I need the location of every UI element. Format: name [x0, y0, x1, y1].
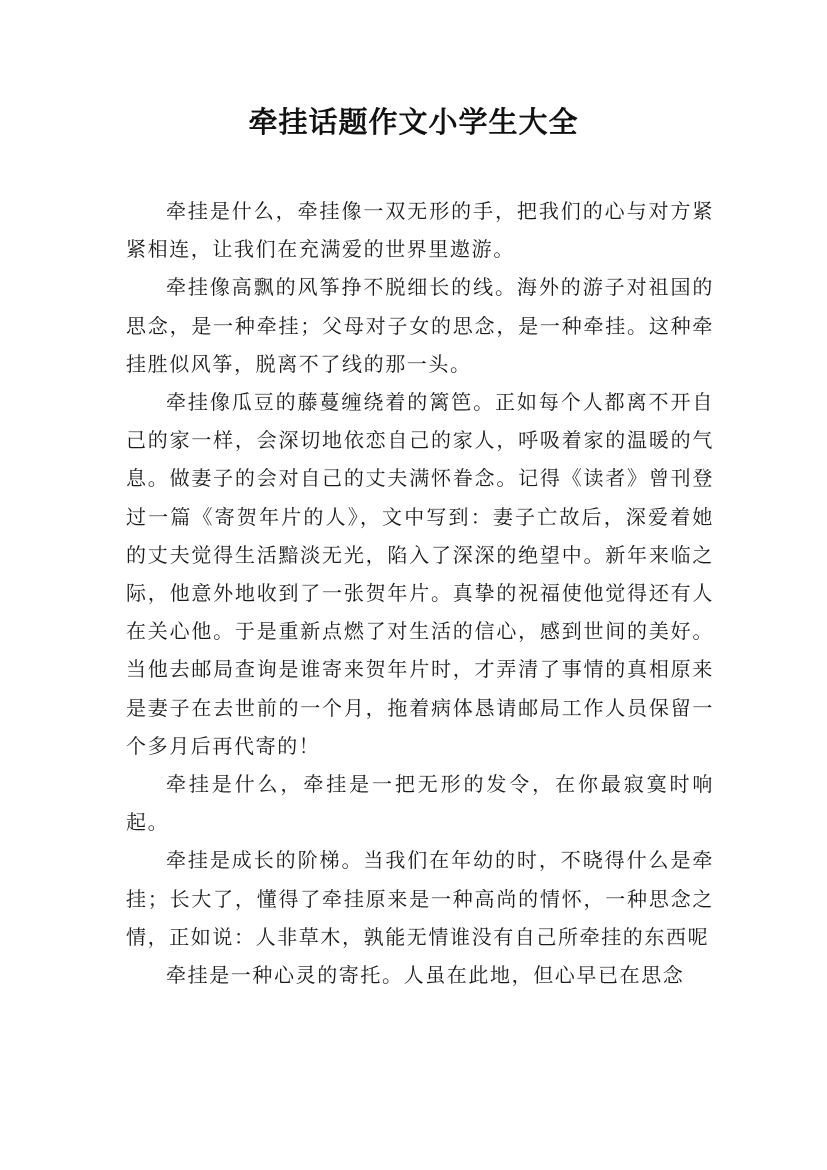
document-title: 牵挂话题作文小学生大全 [248, 105, 579, 139]
paragraph: 牵挂是什么，牵挂像一双无形的手，把我们的心与对方紧紧相连，让我们在充满爱的世界里遨游。 [126, 199, 714, 262]
paragraph: 牵挂像瓜豆的藤蔓缠绕着的篱笆。正如每个人都离不开自己的家一样，会深切地依恋自己的家人，呼吸着家的温暖的气息。做妻子的会对自己的丈夫满怀眷念。记得《读者》曾刊登过一篇《寄贺年片的人》，文中写到：妻子亡故后，深爱着她的丈夫觉得生活黯淡无光，陷入了深深的绝望中。新年来临之际，他意外地收到了一张贺年片。真挚的祝福使他觉得还有人在关心他。于是重新点燃了对生活的信心，感到世间的美好。当他去邮局查询是谁寄来贺年片时，才弄清了事情的真相原来是妻子在去世前的一个月，拖着病体恳请邮局工作人员保留一个多月后再代寄的！ [126, 390, 714, 758]
document-body [126, 192, 714, 994]
paragraph: 牵挂是什么，牵挂是一把无形的发令，在你最寂寞时响起。 [126, 772, 714, 835]
paragraph: 牵挂像高飘的风筝挣不脱细长的线。海外的游子对祖国的思念，是一种牵挂；父母对子女的思念，是一种牵挂。这种牵挂胜似风筝，脱离不了线的那一头。 [126, 275, 714, 376]
paragraph: 牵挂是成长的阶梯。当我们在年幼的时，不晓得什么是牵挂；长大了，懂得了牵挂原来是一种高尚的情怀，一种思念之情，正如说：人非草木，孰能无情谁没有自己所牵挂的东西呢 [126, 848, 714, 949]
paragraph: 牵挂是一种心灵的寄托。人虽在此地，但心早已在思念 [166, 963, 685, 988]
